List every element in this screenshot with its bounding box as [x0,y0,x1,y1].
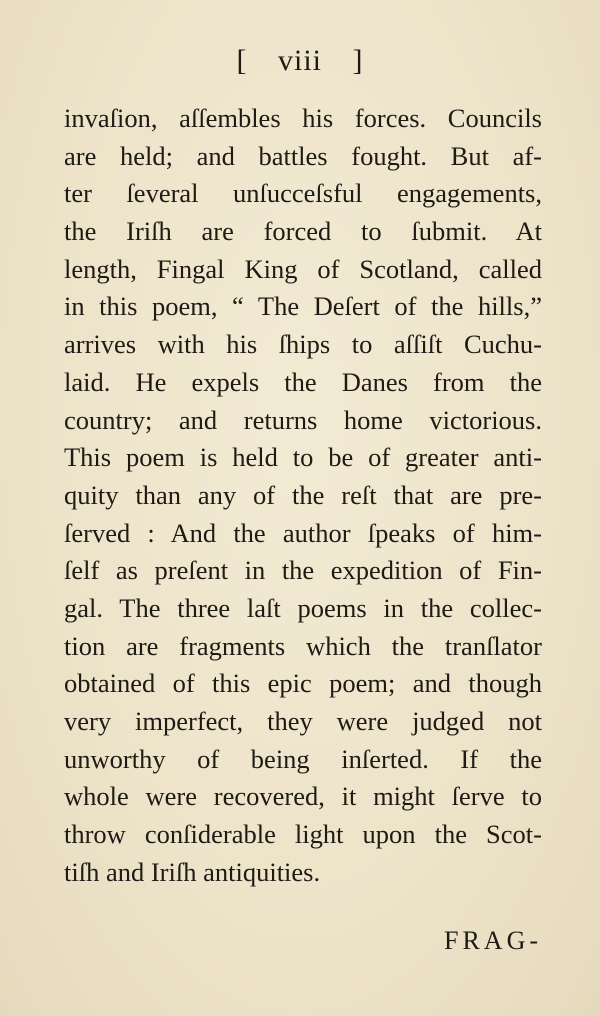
text-line: arrives with his ſhips to aſſiſt Cuchu- [64,329,542,360]
page-number: viii [277,44,322,77]
text-line: the Iriſh are forced to ſubmit. At [64,216,542,247]
text-line: ter ſeveral unſucceſsful engagements, [64,178,542,209]
text-line-last: tiſh and Iriſh antiquities. [64,856,321,887]
text-line: are held; and battles fought. But af- [64,140,542,171]
text-line: very imperfect, they were judged not [64,706,542,736]
text-line: ſerved : And the author ſpeaks of him- [64,517,542,548]
text-line: invaſion, aſſembles his forces. Councils [64,103,542,133]
text-line: obtained of this epic poem; and though [64,668,542,699]
text-line: throw conſiderable light upon the Scot- [64,819,542,850]
text-line: unworthy of being inſerted. If the [64,743,542,774]
text-line: tion are fragments which the tranſlator [64,630,542,661]
text-line: country; and returns home victorious. [64,404,542,435]
catchword: FRAG- [443,926,542,955]
text-line: laid. He expels the Danes from the [64,366,542,397]
text-line: whole were recovered, it might ſerve to [64,781,542,812]
text-line: ſelf as preſent in the expedition of Fin- [64,555,542,586]
body-text [64,100,542,891]
text-line: gal. The three laſt poems in the collec- [64,592,542,623]
text-line: length, Fingal King of Scotland, called [64,253,542,284]
header-bracket-close: ] [352,44,364,77]
text-line: This poem is held to be of greater anti- [64,442,542,473]
text-line: in this poem, “ The Deſert of the hills,” [64,291,542,322]
text-line: quity than any of the reſt that are pre- [64,479,542,510]
header-bracket-open: [ [236,44,248,77]
page-header [0,44,600,78]
